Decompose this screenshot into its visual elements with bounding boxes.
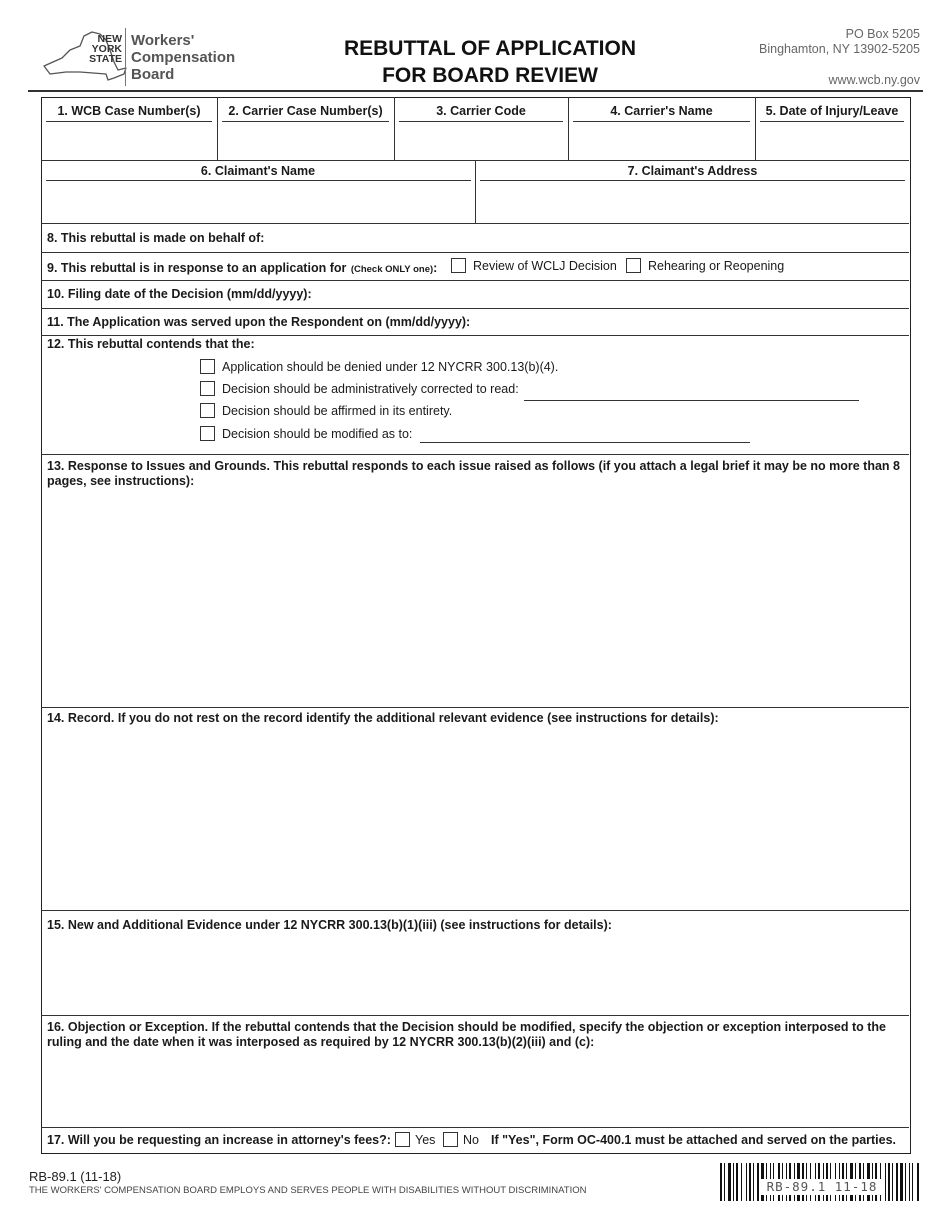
barcode xyxy=(718,1163,923,1201)
on-behalf-of-input[interactable] xyxy=(280,227,900,249)
barcode-bar xyxy=(905,1163,906,1201)
barcode-bar xyxy=(746,1163,747,1201)
claimant-name-input[interactable] xyxy=(46,182,471,220)
barcode-bar xyxy=(741,1163,742,1201)
claimant-address-input[interactable] xyxy=(480,182,905,220)
barcode-bar xyxy=(909,1163,910,1201)
attorney-fees-no-label: No xyxy=(463,1133,479,1147)
barcode-bar xyxy=(724,1163,725,1201)
field-12-label: 12. This rebuttal contends that the: xyxy=(47,337,255,351)
affirmed-in-entirety-label: Decision should be affirmed in its entirety. xyxy=(222,404,453,418)
modified-as-to-label: Decision should be modified as to: xyxy=(222,427,413,441)
agency-logo xyxy=(40,26,240,86)
field-6-label: 6. Claimant's Name xyxy=(200,164,316,178)
barcode-bar xyxy=(896,1163,898,1201)
administratively-corrected-checkbox[interactable] xyxy=(200,381,215,396)
field-16-label: 16. Objection or Exception. If the rebuttal contends that the Decision should be modified, specify the objection or exception interposed to the ruling and the date when it was interposed as required by 12 NYCRR 300.13(b)(2)(iii) and (c): xyxy=(47,1020,886,1049)
modified-as-to-input[interactable] xyxy=(420,426,750,443)
field-7-label: 7. Claimant's Address xyxy=(627,164,758,178)
date-of-injury-input[interactable] xyxy=(760,123,904,157)
field-9-note: (Check ONLY one) xyxy=(350,264,434,275)
field-2-label: 2. Carrier Case Number(s) xyxy=(228,104,383,118)
field-13-label: 13. Response to Issues and Grounds. This rebuttal responds to each issue raised as follows (if you attach a legal brief it may be no more than 8 pages, see instructions): xyxy=(47,459,900,488)
logo-state-line-1: NEW xyxy=(97,33,122,45)
field-14-label: 14. Record. If you do not rest on the record identify the additional relevant evidence (see instructions for details): xyxy=(47,711,719,725)
form-title-line-2: FOR BOARD REVIEW xyxy=(382,64,598,87)
form-id: RB-89.1 (11-18) xyxy=(29,1169,122,1184)
barcode-bar xyxy=(728,1163,731,1201)
review-of-wclj-decision-label: Review of WCLJ Decision xyxy=(473,259,617,273)
modified-as-to-checkbox[interactable] xyxy=(200,426,215,441)
attorney-fees-no-checkbox[interactable] xyxy=(443,1132,458,1147)
attorney-fees-yes-label: Yes xyxy=(415,1133,436,1147)
affirmed-in-entirety-checkbox[interactable] xyxy=(200,403,215,418)
field-8-label: 8. This rebuttal is made on behalf of: xyxy=(47,231,265,245)
field-4-label: 4. Carrier's Name xyxy=(610,104,713,118)
logo-state-line-2: YORK xyxy=(91,43,122,55)
corrected-to-read-input[interactable] xyxy=(524,384,859,401)
application-denied-label: Application should be denied under 12 NYCRR 300.13(b)(4). xyxy=(222,360,559,374)
field-1-label: 1. WCB Case Number(s) xyxy=(57,104,201,118)
review-of-wclj-decision-checkbox[interactable] xyxy=(451,258,466,273)
barcode-label: RB-89.1 11-18 xyxy=(760,1179,884,1195)
address-line-1: PO Box 5205 xyxy=(845,27,920,41)
form-title-line-1: REBUTTAL OF APPLICATION xyxy=(343,37,637,60)
barcode-bar xyxy=(892,1163,893,1201)
field-9-label: 9. This rebuttal is in response to an application for xyxy=(47,261,347,275)
field-15-label: 15. New and Additional Evidence under 12 NYCRR 300.13(b)(1)(iii) (see instructions for details): xyxy=(47,918,612,932)
field-17-label: 17. Will you be requesting an increase in attorney's fees?: xyxy=(47,1133,391,1147)
new-evidence-textarea[interactable] xyxy=(46,936,904,1011)
field-5-label: 5. Date of Injury/Leave xyxy=(765,104,899,118)
barcode-bar xyxy=(753,1163,754,1201)
barcode-bar xyxy=(885,1163,886,1201)
logo-agency-line-2: Compensation xyxy=(131,49,236,66)
non-discrimination-statement: THE WORKERS' COMPENSATION BOARD EMPLOYS AND SERVES PEOPLE WITH DISABILITIES WITHOUT DISCRIMINATION xyxy=(29,1185,587,1196)
objection-exception-textarea[interactable] xyxy=(46,1052,904,1122)
attorney-fees-yes-checkbox[interactable] xyxy=(395,1132,410,1147)
header-rule xyxy=(28,90,923,92)
form-title xyxy=(300,35,680,89)
field-10-label: 10. Filing date of the Decision (mm/dd/yyyy): xyxy=(47,287,312,301)
field-11-label: 11. The Application was served upon the Respondent on (mm/dd/yyyy): xyxy=(47,315,471,329)
barcode-bar xyxy=(757,1163,759,1201)
record-evidence-textarea[interactable] xyxy=(46,730,904,905)
logo-agency-line-3: Board xyxy=(131,66,175,83)
field-3-label: 3. Carrier Code xyxy=(436,104,526,118)
barcode-bar xyxy=(912,1163,913,1201)
barcode-bar xyxy=(733,1163,734,1201)
website-link[interactable]: www.wcb.ny.gov xyxy=(828,73,920,87)
field-9-colon: : xyxy=(433,261,438,275)
carrier-code-input[interactable] xyxy=(399,123,563,157)
logo-divider xyxy=(125,28,126,86)
address-line-2: Binghamton, NY 13902-5205 xyxy=(759,42,920,56)
field-17-note: If "Yes", Form OC-400.1 must be attached and served on the parties. xyxy=(491,1133,897,1147)
issues-and-grounds-textarea[interactable] xyxy=(46,492,904,702)
logo-agency-line-1: Workers' xyxy=(131,32,195,49)
administratively-corrected-label: Decision should be administratively corrected to read: xyxy=(222,382,519,396)
logo-state-line-3: STATE xyxy=(89,53,122,65)
rehearing-or-reopening-checkbox[interactable] xyxy=(626,258,641,273)
carrier-case-number-input[interactable] xyxy=(222,123,389,157)
barcode-bar xyxy=(917,1163,919,1201)
application-denied-checkbox[interactable] xyxy=(200,359,215,374)
wcb-case-number-input[interactable] xyxy=(46,123,212,157)
barcode-bar xyxy=(736,1163,738,1201)
barcode-bar xyxy=(888,1163,890,1201)
filing-date-input[interactable] xyxy=(320,283,900,305)
carrier-name-input[interactable] xyxy=(573,123,750,157)
barcode-bar xyxy=(720,1163,722,1201)
served-date-input[interactable] xyxy=(480,311,900,333)
mailing-address xyxy=(759,27,920,57)
barcode-bar xyxy=(749,1163,751,1201)
barcode-bar xyxy=(900,1163,903,1201)
rehearing-or-reopening-label: Rehearing or Reopening xyxy=(648,259,785,273)
